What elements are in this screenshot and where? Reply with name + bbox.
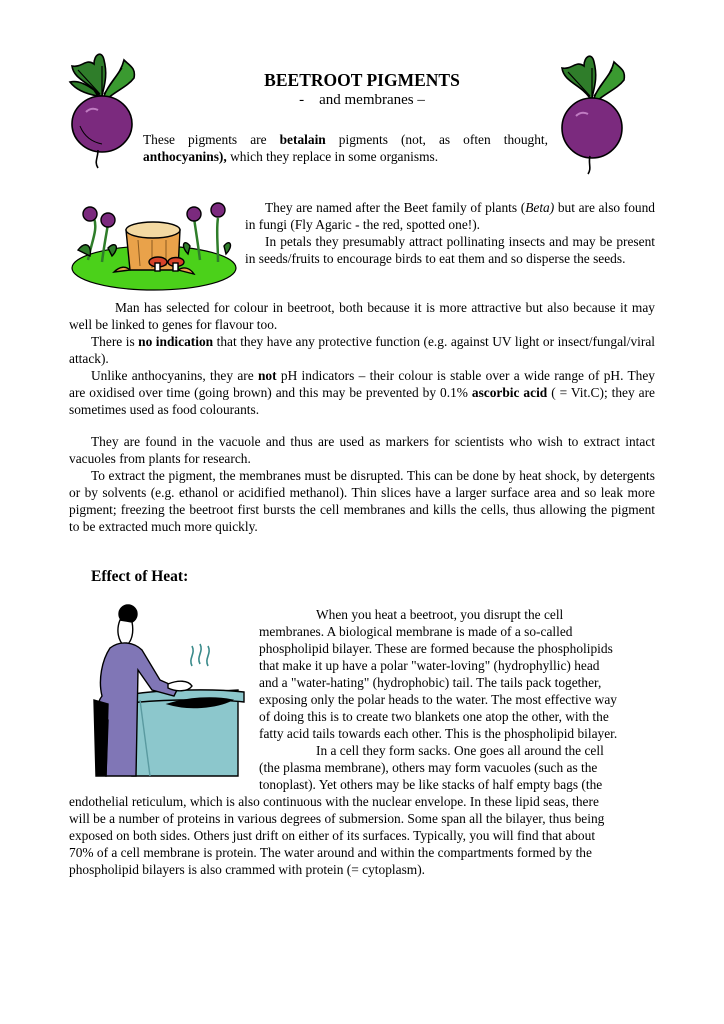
beetroot-right-icon	[554, 46, 630, 176]
extraction-paragraph: To extract the pigment, the membranes must be disrupted. This can be done by heat shock, by detergents or by solvents (e.g. ethanol or acidified methanol). Thin slices have a larger surface area and so leak more pigment; freezing the beetroot first bursts the cell membranes and kills the cells, thus allowing the pigment to be extracted much more quickly.	[69, 468, 655, 534]
tree-stump-icon	[68, 200, 238, 292]
heat-line: phospholipid bilayer. These are formed because the phospholipids	[259, 641, 613, 656]
woman-cooking-icon	[88, 600, 252, 780]
heat-full-line: 70% of a cell membrane is protein. The water around and within the compartments formed by the	[69, 845, 592, 860]
heat-full-line: will be a number of proteins in various degrees of submersion. Some span all the bilayer, thus being	[69, 811, 605, 826]
heat-full-line: phospholipid bilayers is also crammed with protein (= cytoplasm).	[69, 862, 426, 877]
section-heading-heat: Effect of Heat:	[91, 568, 189, 585]
colour-paragraph: Man has selected for colour in beetroot, both because it is more attractive but also because it may well be linked to genes for flavour too.	[69, 300, 655, 332]
vacuole-paragraph: They are found in the vacuole and thus are used as markers for scientists who wish to extract intact vacuoles from plants for research.	[69, 434, 655, 466]
intro-paragraph: These pigments are betalain pigments (not, as often thought, anthocyanins), which they replace in some organisms.	[143, 132, 549, 164]
heat-line: tonoplast). Yet others may be like stacks of half empty bags (the	[259, 777, 603, 792]
heat-line: When you heat a beetroot, you disrupt the cell	[316, 607, 564, 622]
protection-paragraph: There is no indication that they have any protective function (e.g. against UV light or insect/fungal/viral attack).	[69, 334, 655, 366]
heat-line: and a "water-hating" (hydrophobic) tail. The tails pack together,	[259, 675, 602, 690]
heat-line: exposing only the polar heads to the water. The most effective way	[259, 692, 617, 707]
page-title: BEETROOT PIGMENTS	[264, 70, 460, 90]
heat-full-block	[69, 793, 604, 878]
heat-full-line: endothelial reticulum, which is also continuous with the nuclear envelope. In these lipid seas, there	[69, 794, 599, 809]
heat-text-block	[259, 606, 617, 793]
heat-line: of doing this is to create two blankets one atop the other, with the	[259, 709, 609, 724]
heat-full-line: exposed on both sides. Others just drift on either of its surfaces. Typically, you will find that about	[69, 828, 596, 843]
heat-line: membranes. A biological membrane is made of a so-called	[259, 624, 573, 639]
heat-line: (the plasma membrane), others may form vacuoles (such as the	[259, 760, 598, 775]
heat-line: fatty acid tails towards each other. This is the phospholipid bilayer.	[259, 726, 618, 741]
ph-paragraph: Unlike anthocyanins, they are not pH indicators – their colour is stable over a wide range of pH. They are oxidised over time (going brown) and this may be prevented by 0.1% ascorbic acid ( = Vit.C); they are sometimes used as food colourants.	[69, 368, 655, 417]
heat-line: In a cell they form sacks. One goes all around the cell	[316, 743, 604, 758]
named-paragraph: They are named after the Beet family of plants (Beta) but are also found in fungi (Fly Agaric - the red, spotted one!).	[245, 200, 655, 232]
heat-line: that make it up have a polar "water-loving" (hydrophyllic) head	[259, 658, 600, 673]
page-subtitle: - and membranes –	[299, 92, 425, 108]
petals-paragraph: In petals they presumably attract pollinating insects and may be present in seeds/fruits to encourage birds to eat them and so disperse the seeds.	[245, 234, 655, 266]
